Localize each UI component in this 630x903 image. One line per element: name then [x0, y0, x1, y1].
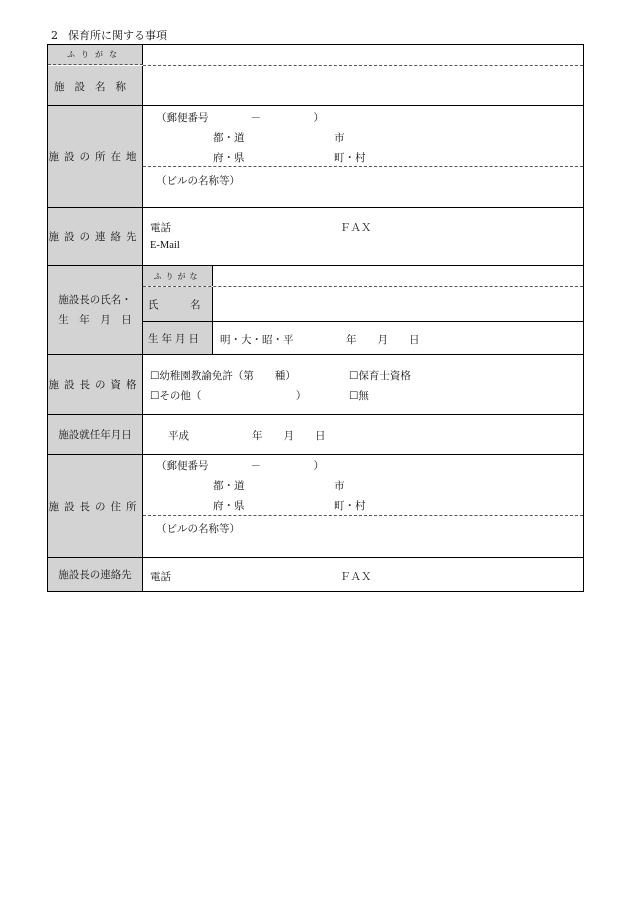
location-pref1: 都・道 — [213, 132, 245, 144]
director-address-city1: 市 — [334, 480, 345, 492]
director-address-label: 施設長の住所 — [48, 500, 142, 513]
director-address-pref2: 府・県 — [213, 500, 245, 512]
qualification-header — [48, 355, 143, 414]
qualification-option-other[interactable]: ☐その他（ ） — [150, 390, 307, 402]
furigana-header — [48, 45, 143, 65]
contact-label: 施設の連絡先 — [48, 231, 142, 243]
location-label: 施設の所在地 — [48, 151, 142, 163]
director-header — [48, 266, 143, 354]
director-address-building: （ビルの名称等） — [156, 523, 240, 535]
section-title: 保育所に関する事項 — [68, 29, 167, 42]
contact-tel-label: 電話 — [150, 222, 171, 234]
furigana-divider — [143, 65, 583, 66]
director-birth-header — [143, 322, 213, 354]
director-contact-tel-label: 電話 — [150, 571, 171, 583]
facility-name-label: 施設名称 — [54, 80, 136, 93]
location-header — [48, 106, 143, 207]
director-furigana-label: ふりがな — [153, 271, 202, 281]
director-birth-label: 生年月日 — [148, 332, 202, 345]
contact-header — [48, 208, 143, 265]
facility-form-table — [47, 44, 584, 592]
appointment-label: 施設就任年月日 — [58, 429, 132, 441]
director-label-line1: 施設長の氏名・ — [58, 294, 132, 306]
facility-furigana-field[interactable] — [144, 46, 584, 64]
director-contact-label: 施設長の連絡先 — [58, 569, 132, 581]
director-address-pref1: 都・道 — [213, 480, 245, 492]
director-contact-fax-label: ＦＡＸ — [340, 571, 372, 583]
facility-name-field[interactable] — [144, 67, 584, 105]
qualification-option-none[interactable]: ☐無 — [349, 390, 369, 402]
director-birth-value: 明・大・昭・平 年 月 日 — [220, 334, 420, 346]
director-name-header — [143, 287, 213, 321]
director-address-city2: 町・村 — [334, 500, 366, 512]
location-pref2: 府・県 — [213, 152, 245, 164]
location-building: （ビルの名称等） — [156, 175, 240, 187]
director-address-divider — [143, 515, 583, 516]
location-divider — [143, 166, 583, 167]
director-name-field[interactable] — [214, 287, 584, 321]
director-label-line2: 生 年 月 日 — [58, 314, 132, 326]
facility-name-header — [48, 66, 143, 106]
qualification-label: 施設長の資格 — [48, 379, 142, 391]
appointment-value: 平成 年 月 日 — [168, 430, 326, 442]
location-postal: （郵便番号 － ） — [156, 112, 324, 124]
section-heading — [51, 27, 177, 43]
qualification-option-kindergarten[interactable]: ☐幼稚園教諭免許（第 種） — [150, 370, 296, 382]
qualification-option-childcare[interactable]: ☐保育士資格 — [349, 370, 411, 382]
director-address-header — [48, 455, 143, 557]
section-number: 2 — [51, 29, 58, 42]
contact-email-label: E-Mail — [150, 240, 180, 251]
director-address-postal: （郵便番号 － ） — [156, 460, 324, 472]
appointment-header — [48, 415, 143, 454]
director-furigana-header — [143, 266, 213, 286]
director-contact-header — [48, 558, 143, 591]
contact-fax-label: ＦＡＸ — [340, 222, 372, 234]
director-name-label: 氏 名 — [148, 298, 201, 311]
furigana-label: ふりがな — [67, 50, 123, 59]
location-city2: 町・村 — [334, 152, 366, 164]
location-city1: 市 — [334, 132, 345, 144]
